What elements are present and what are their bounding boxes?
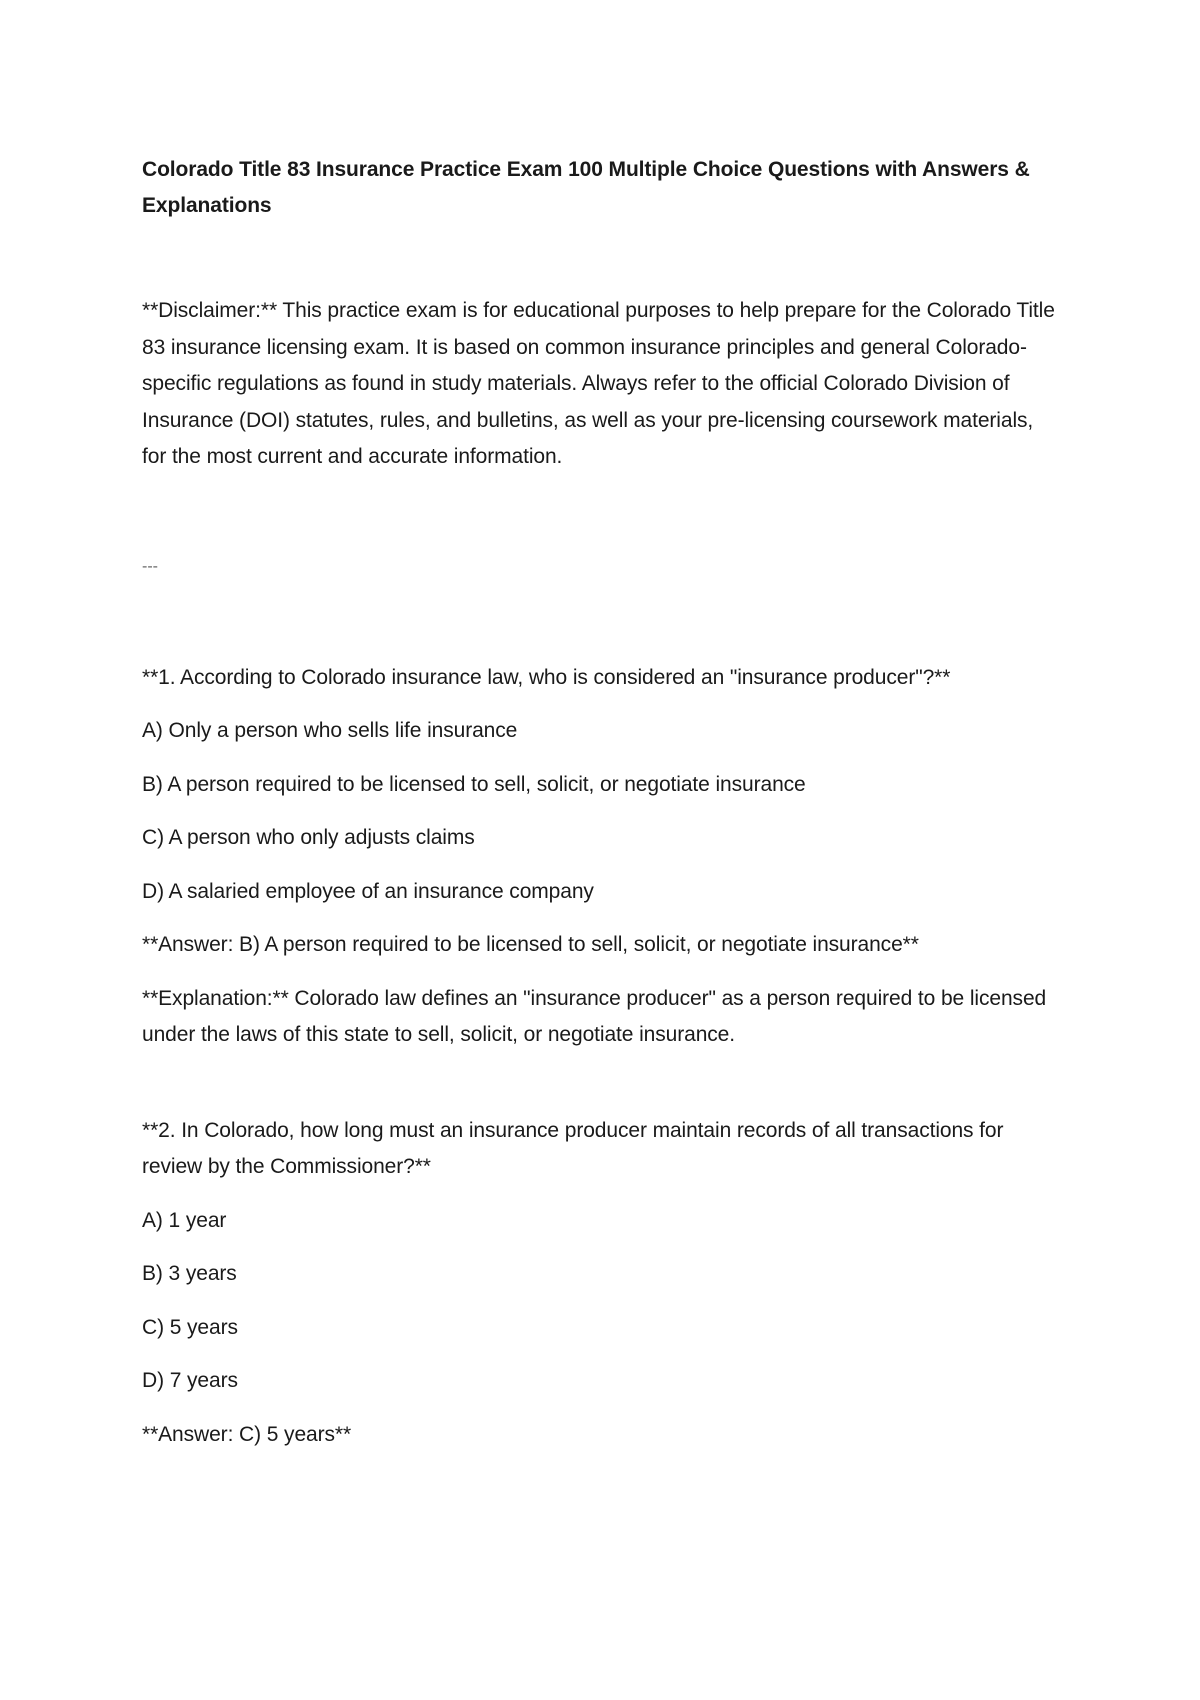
document-title: Colorado Title 83 Insurance Practice Exam 100 Multiple Choice Questions with Answers & Explanations [142,158,1030,217]
section-separator: --- [142,557,158,575]
disclaimer-paragraph: **Disclaimer:** This practice exam is for educational purposes to help prepare for the Colorado Title 83 insurance licensing exam. It is based on common insurance principles and general Colorado-specific regulations as found in study materials. Always refer to the official Colorado Division of Insurance (DOI) statutes, rules, and bulletins, as well as your pre-licensing coursework materials, for the most current and accurate information. [142,299,1055,468]
answer-option-c: C) A person who only adjusts claims [142,826,475,849]
correct-answer: **Answer: C) 5 years** [142,1422,352,1446]
answer-option-a: A) Only a person who sells life insurance [142,719,518,742]
answer-option-b: B) A person required to be licensed to sell, solicit, or negotiate insurance [142,772,806,796]
question-1 [142,660,1062,1054]
answer-explanation: **Explanation:** Colorado law defines an "insurance producer" as a person required to be licensed under the laws of this state to sell, solicit, or negotiate insurance. [142,986,1047,1046]
correct-answer: **Answer: B) A person required to be licensed to sell, solicit, or negotiate insurance** [142,933,919,956]
answer-option-a: A) 1 year [142,1208,227,1232]
answer-option-b: B) 3 years [142,1262,237,1285]
answer-option-c: C) 5 years [142,1315,238,1339]
question-2 [142,1113,1062,1454]
question-text: **2. In Colorado, how long must an insurance producer maintain records of all transactions for review by the Commissioner?** [142,1118,1004,1178]
question-text: **1. According to Colorado insurance law, who is considered an "insurance producer"?** [142,665,951,689]
answer-option-d: D) A salaried employee of an insurance company [142,879,594,903]
answer-option-d: D) 7 years [142,1369,238,1392]
document-content [142,152,1062,1453]
